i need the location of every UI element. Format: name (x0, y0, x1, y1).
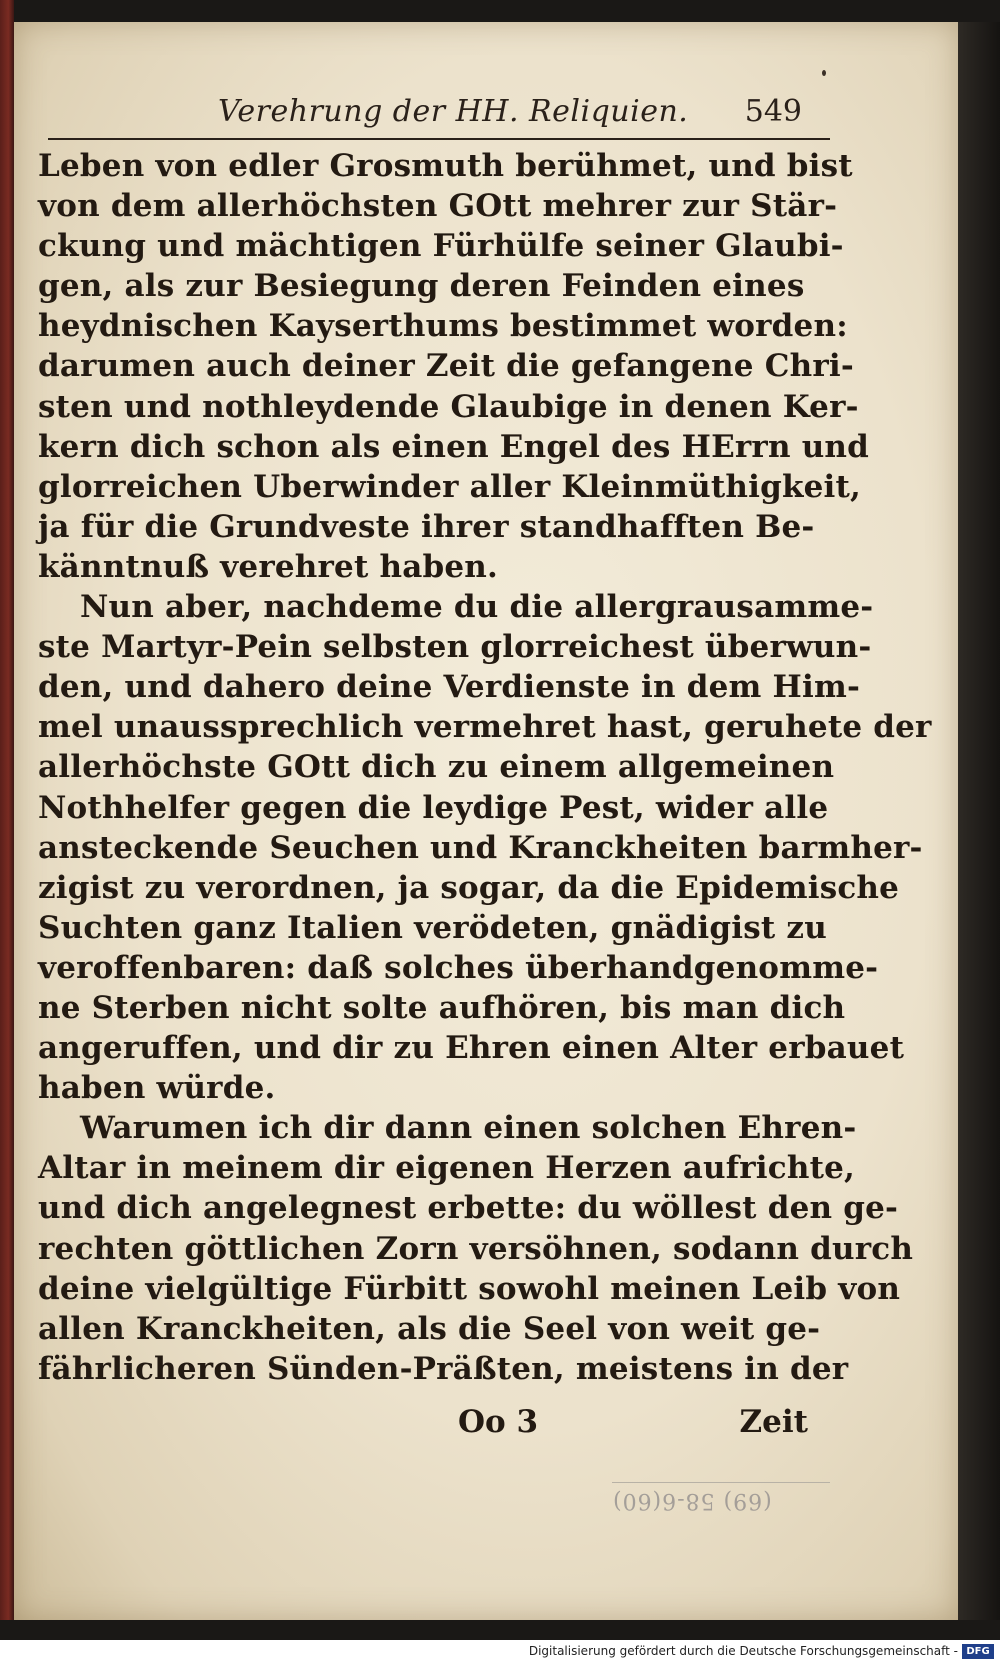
funding-credit: Digitalisierung gefördert durch die Deutsche Forschungsgemeinschaft - (528, 1644, 958, 1658)
text-line: den, und dahero deine Verdienste in dem Him- (38, 669, 861, 706)
text-line: deine vielgültige Fürbitt sowohl meinen Leib von (38, 1270, 901, 1307)
running-title: Verehrung der HH. Reliquien. (218, 94, 689, 129)
body-text (38, 146, 932, 1389)
text-line: känntnuß verehret haben. (38, 548, 499, 585)
stamp-rule (612, 1482, 830, 1483)
page-shadow-edge (958, 22, 1000, 1620)
text-line: glorreichen Uberwinder aller Kleinmüthigkeit, (38, 468, 862, 505)
text-line: haben würde. (38, 1070, 276, 1107)
library-stamp: (69) 58-6(60) (612, 1488, 772, 1513)
text-line: Altar in meinem dir eigenen Herzen aufrichte, (38, 1150, 856, 1187)
running-head (48, 92, 830, 140)
digitization-footer (0, 1640, 1000, 1665)
catchword: Zeit (739, 1404, 808, 1440)
text-line: ja für die Grundveste ihrer standhafften Be- (38, 508, 815, 545)
paragraph-start-line: Nun aber, nachdeme du die allergrausamme- (80, 589, 874, 626)
paper-speck (822, 70, 826, 76)
text-line: sten und nothleydende Glaubige in denen Ker- (38, 388, 859, 425)
text-line: veroffenbaren: daß solches überhandgenomme- (38, 949, 879, 986)
text-line: ckung und mächtigen Fürhülfe seiner Glaubi- (38, 228, 844, 265)
text-line: allen Kranckheiten, als die Seel von weit ge- (38, 1310, 821, 1347)
signature-mark: Oo 3 (458, 1404, 539, 1440)
text-line: Leben von edler Grosmuth berühmet, und bist (38, 148, 853, 184)
text-line: und dich angelegnest erbette: du wöllest den ge- (38, 1190, 899, 1227)
text-line: darumen auch deiner Zeit die gefangene Chri- (38, 348, 854, 385)
text-line: mel unaussprechlich vermehret hast, geruhete der (38, 709, 932, 746)
text-line: kern dich schon als einen Engel des HErrn und (38, 428, 870, 465)
text-line: ansteckende Seuchen und Kranckheiten barmher- (38, 829, 923, 866)
text-line: von dem allerhöchsten GOtt mehrer zur Stär- (38, 188, 838, 225)
text-line: allerhöchste GOtt dich zu einem allgemeinen (38, 749, 835, 786)
text-line: ne Sterben nicht solte aufhören, bis man dich (38, 989, 846, 1026)
text-line: Nothhelfer gegen die leydige Pest, wider alle (38, 789, 829, 826)
text-line: ste Martyr-Pein selbsten glorreichest überwun- (38, 629, 872, 666)
paragraph-start-line: Warumen ich dir dann einen solchen Ehren- (80, 1110, 857, 1147)
catchline (38, 1404, 830, 1444)
book-binding (0, 0, 14, 1620)
text-line: rechten göttlichen Zorn versöhnen, sodann durch (38, 1230, 914, 1267)
text-line: Suchten ganz Italien verödeten, gnädigist zu (38, 909, 827, 946)
text-line: angeruffen, und dir zu Ehren einen Alter erbauet (38, 1030, 905, 1067)
dfg-logo-icon: DFG (962, 1644, 994, 1659)
text-line: gen, als zur Besiegung deren Feinden eines (38, 268, 805, 305)
page-number: 549 (744, 94, 802, 129)
text-line: fährlicheren Sünden-Präßten, meistens in der (38, 1350, 849, 1387)
text-line: zigist zu verordnen, ja sogar, da die Epidemische (38, 869, 900, 906)
text-line: heydnischen Kayserthums bestimmet worden: (38, 308, 848, 345)
